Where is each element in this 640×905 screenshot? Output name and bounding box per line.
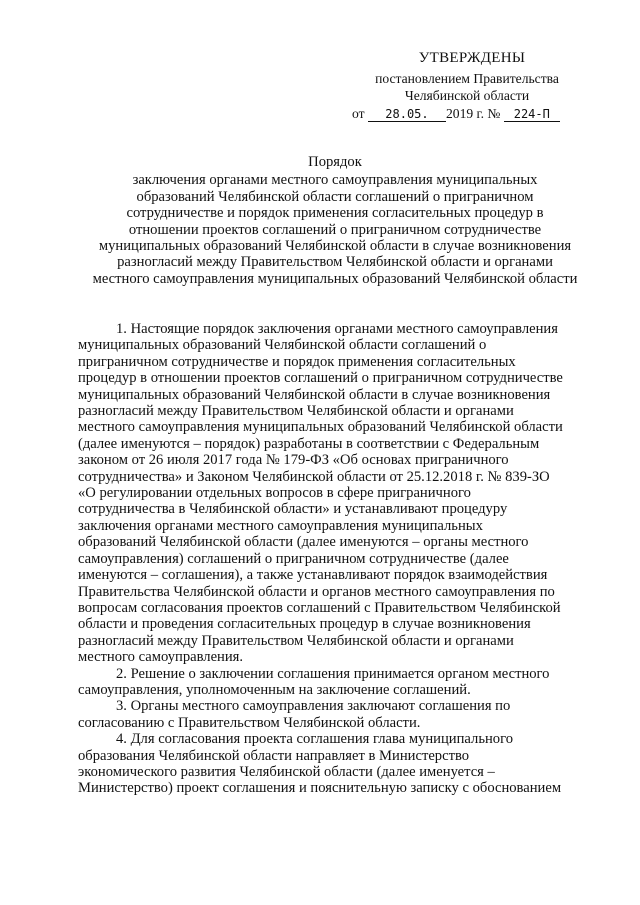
subtitle-line: сотрудничестве и порядок применения согласительных процедур в (126, 205, 544, 222)
approval-date-field: 28.05. (368, 108, 446, 122)
approval-region-line: Челябинской области (404, 88, 530, 103)
approval-heading: УТВЕРЖДЕНЫ (418, 50, 526, 66)
approval-number-field: 224-П (504, 108, 560, 122)
year-and-number-label: 2019 г. № (445, 106, 501, 121)
subtitle-line: отношении проектов соглашений о приграничном сотрудничестве (128, 221, 542, 238)
subtitle-line: местного самоуправления муниципальных образований Челябинской области (92, 270, 578, 287)
document-title: Порядок (308, 154, 362, 170)
approval-authority-line: постановлением Правительства (375, 71, 559, 86)
paragraph-4: 4. Для согласования проекта соглашения глава муниципального образования Челябинской области направляет в Министерство экономического развития Челябинской области (далее именуется – Министерство) проект соглашения и пояснительную записку с обоснованием (78, 731, 562, 797)
document-body (78, 321, 582, 797)
subtitle-line: образований Челябинской области соглашений о приграничном (136, 188, 534, 205)
paragraph-2: 2. Решение о заключении соглашения принимается органом местного самоуправления, уполномоченным на заключение соглашений. (78, 665, 550, 698)
paragraph-1: 1. Настоящие порядок заключения органами местного самоуправления муниципальных образований Челябинской области соглашений о приграничном сотрудничестве и порядок применения согласительных процедур в отношении проектов соглашений о приграничном сотрудничестве муниципальных образований Челябинской области в случае возникновения разногласий между Правительством Челябинской области и органами местного самоуправления муниципальных образований Челябинской области (далее именуются – порядок) разработаны в соответствии с Федеральным законом от 26 июля 2017 года № 179-ФЗ «Об основах приграничного сотрудничества» и Законом Челябинской области от 25.12.2018 г. № 839-ЗО «О регулировании отдельных вопросов в сфере приграничного сотрудничества в Челябинской области» и устанавливают процедуру заключения органами местного самоуправления муниципальных образований Челябинской области (далее именуются – органы местного самоуправления) соглашений о приграничном сотрудничестве (далее именуются – соглашения), а также устанавливают порядок взаимодействия Правительства Челябинской области и органов местного самоуправления по вопросам согласования проектов соглашений с Правительством Челябинской области и проведения согласительных процедур в случае возникновения разногласий между Правительством Челябинской области и органами местного самоуправления. (78, 321, 563, 666)
approval-date-line (352, 105, 582, 122)
document-title-block (70, 154, 600, 287)
subtitle-line: муниципальных образований Челябинской области в случае возникновения (98, 238, 572, 255)
paragraph-3: 3. Органы местного самоуправления заключают соглашения по согласованию с Правительством Челябинской области. (78, 698, 511, 731)
approval-stamp (352, 50, 582, 122)
subtitle-line: заключения органами местного самоуправления муниципальных (132, 172, 538, 189)
date-prefix: от (352, 106, 365, 121)
subtitle-line: разногласий между Правительством Челябинской области и органами (117, 254, 553, 271)
